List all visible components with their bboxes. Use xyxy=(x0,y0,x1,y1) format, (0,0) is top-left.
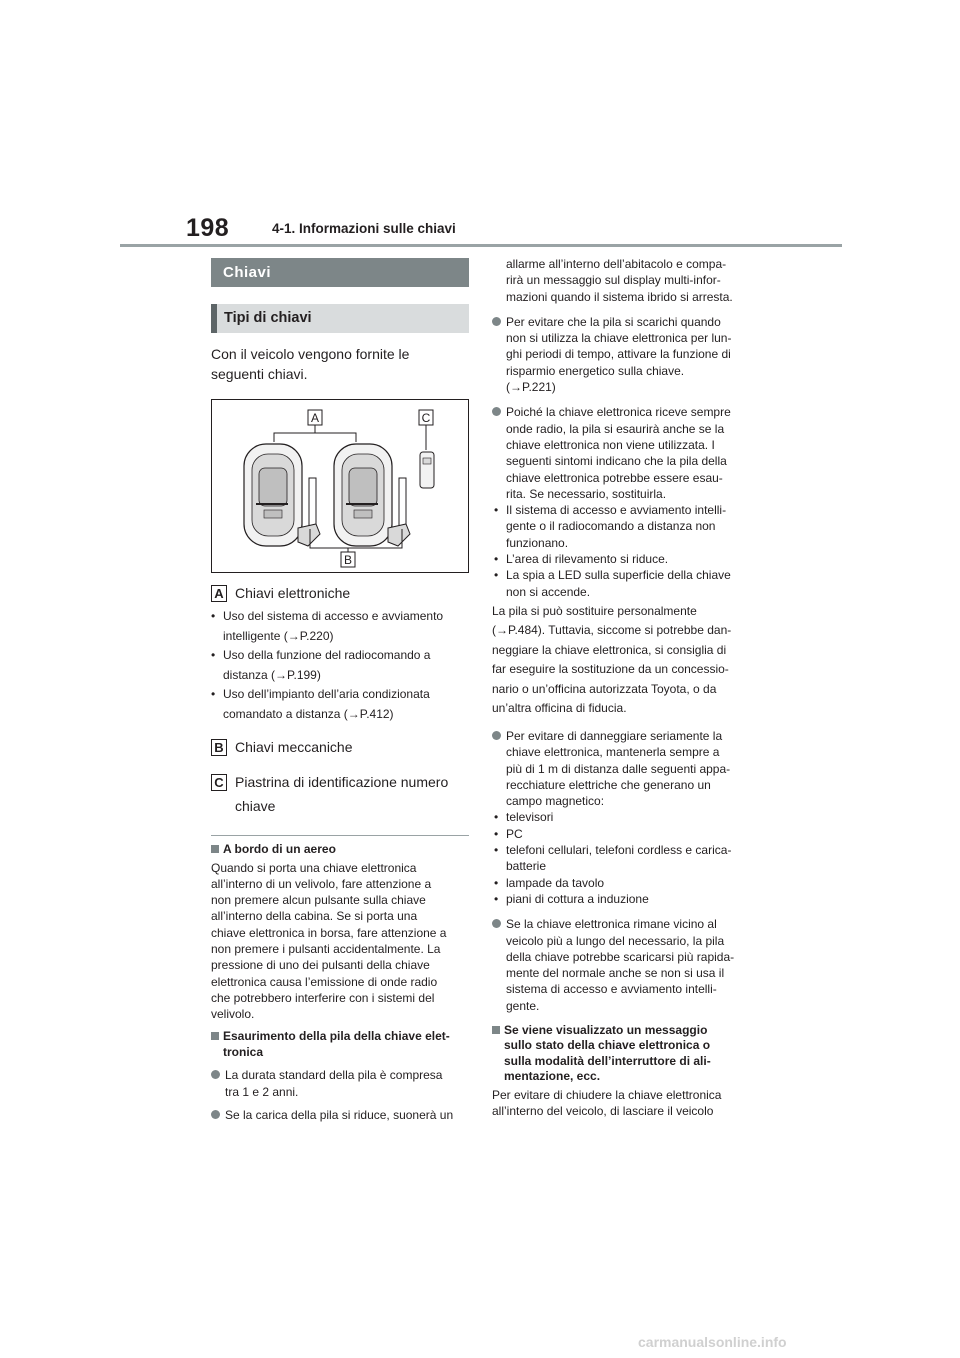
subsection-accent xyxy=(211,304,217,333)
keys-figure xyxy=(211,399,469,573)
text-line: Poiché la chiave elettronica riceve sempre xyxy=(506,405,731,420)
text-line: neggiare la chiave elettronica, si consiglia di xyxy=(492,642,727,657)
note-title-text: mentazione, ecc. xyxy=(504,1069,601,1084)
subsection-title: Tipi di chiavi xyxy=(224,310,312,326)
battery-item-4 xyxy=(492,404,754,502)
list-item-cont: comandato a distanza (→P.412) xyxy=(223,706,394,721)
text-line: ghi periodi di tempo, attivare la funzione di xyxy=(506,347,731,362)
circle-bullet-icon xyxy=(492,407,501,416)
note-title-text: Se viene visualizzato un messaggio xyxy=(504,1022,708,1037)
text-line: campo magnetico: xyxy=(506,794,605,809)
circle-bullet-icon xyxy=(492,919,501,928)
text-line: all’interno di un velivolo, fare attenzione a xyxy=(211,876,432,891)
text-line: chiave elettronica in borsa, fare attenzione a xyxy=(211,925,447,940)
text-line: non premere alcun pulsante sulla chiave xyxy=(211,893,426,908)
list-item: • telefoni cellulari, telefoni cordless e carica- xyxy=(492,842,754,858)
text-line: sistema di accesso e avviamento intelli- xyxy=(506,982,717,997)
legend-letter-a: A xyxy=(211,585,227,602)
text-line: (→P.484). Tuttavia, siccome si potrebbe dan- xyxy=(492,623,732,638)
list-item-cont: distanza (→P.199) xyxy=(223,667,321,682)
watermark: carmanualsonline.info xyxy=(638,1334,787,1350)
text-line: allarme all’interno dell’abitacolo e compa- xyxy=(506,257,727,271)
square-bullet-icon xyxy=(211,1032,219,1040)
text-line: Se la chiave elettronica rimane vicino al xyxy=(506,917,717,932)
text-line: seguenti sintomi indicano che la pila della xyxy=(506,454,727,469)
list-item-cont: non si accende. xyxy=(506,584,591,599)
battery-replacement-paragraph xyxy=(492,602,754,719)
text-line: recchiature elettriche che generano un xyxy=(506,777,711,792)
battery-symptoms-list xyxy=(492,502,754,600)
key-number-plate xyxy=(420,452,434,488)
callout-b-label: B xyxy=(343,553,353,567)
left-column xyxy=(211,258,469,1123)
list-item: • PC xyxy=(492,826,754,842)
legend-item-c xyxy=(211,772,469,816)
header-rule xyxy=(120,244,842,247)
list-item: • Uso della funzione del radiocomando a xyxy=(211,646,469,666)
text-line: all’interno del veicolo, di lasciare il veicolo xyxy=(492,1104,714,1119)
text-line: tra 1 e 2 anni. xyxy=(225,1084,299,1099)
text-line: della chiave potrebbe scaricarsi più rapida- xyxy=(506,949,735,964)
legend-label-c-line: chiave xyxy=(235,798,276,814)
legend-label-a: Chiavi elettroniche xyxy=(235,585,351,601)
text-line: non si utilizza la chiave elettronica per lun- xyxy=(506,331,732,346)
list-item: • lampade da tavolo xyxy=(492,875,754,891)
text-line: chiave elettronica potrebbe essere esau- xyxy=(506,470,723,485)
legend-label-c-line: Piastrina di identificazione numero xyxy=(235,774,449,790)
electronic-key-2 xyxy=(334,444,392,546)
note-message-text xyxy=(492,1087,754,1120)
text-line: che potrebbero interferire con i sistemi del xyxy=(211,990,435,1005)
text-line: risparmio energetico sulla chiave. xyxy=(506,363,685,378)
battery-item-2-continued xyxy=(492,256,754,305)
callout-c-label: C xyxy=(421,411,431,425)
text-line: far eseguire la sostituzione da un concessio- xyxy=(492,662,729,677)
legend-letter-b: B xyxy=(211,739,227,756)
square-bullet-icon xyxy=(211,845,219,853)
text-line: pressione di uno dei pulsanti della chiave xyxy=(211,958,430,973)
note-title-text: A bordo di un aereo xyxy=(223,842,336,856)
text-line: rirà un messaggio sul display multi-infor- xyxy=(506,273,721,288)
keys-illustration xyxy=(212,400,468,572)
list-item: • televisori xyxy=(492,809,754,825)
right-column xyxy=(492,256,754,1120)
list-item: • L’area di rilevamento si riduce. xyxy=(492,551,754,567)
circle-bullet-icon xyxy=(492,731,501,740)
text-line: Per evitare di danneggiare seriamente la xyxy=(506,728,723,743)
callout-a-label: A xyxy=(310,411,320,425)
list-item-cont: intelligente (→P.220) xyxy=(223,628,334,643)
legend-label-b: Chiavi meccaniche xyxy=(235,739,353,755)
page-number: 198 xyxy=(186,214,230,242)
text-line: più di 1 m di distanza dalle seguenti appa- xyxy=(506,761,731,776)
text-line: velivolo. xyxy=(211,1007,255,1022)
circle-bullet-icon xyxy=(492,317,501,326)
electronic-key-1 xyxy=(244,444,302,546)
circle-bullet-icon xyxy=(211,1110,220,1119)
intro-line: seguenti chiavi. xyxy=(211,366,308,382)
text-line: chiave elettronica, mantenerla sempre a xyxy=(506,745,720,760)
text-line: nario o un’officina autorizzata Toyota, o da xyxy=(492,681,717,696)
text-line: (→P.221) xyxy=(506,380,556,395)
text-line: Quando si porta una chiave elettronica xyxy=(211,860,417,875)
text-line: un’altra officina di fiducia. xyxy=(492,701,627,716)
text-line: veicolo più a lungo del necessario, la pila xyxy=(506,933,725,948)
list-item-cont: funzionano. xyxy=(506,535,569,550)
note-airplane-title xyxy=(211,842,469,858)
legend-item-a xyxy=(211,583,469,603)
legend-label-c xyxy=(235,772,448,816)
intro-text xyxy=(211,344,469,384)
note-title-text: Esaurimento della pila della chiave elet- xyxy=(223,1029,450,1044)
text-line: onde radio, la pila si esaurirà anche se la xyxy=(506,421,725,436)
text-line: mente del normale anche se non si usa il xyxy=(506,966,725,981)
note-title-text: tronica xyxy=(223,1044,264,1059)
note-airplane-text xyxy=(211,860,469,1023)
text-line: La pila si può sostituire personalmente xyxy=(492,603,697,618)
text-line: Per evitare che la pila si scarichi quando xyxy=(506,314,721,329)
list-item: • piani di cottura a induzione xyxy=(492,891,754,907)
list-item: • La spia a LED sulla superficie della chiave xyxy=(492,567,754,583)
proximity-item xyxy=(492,916,754,1014)
circle-bullet-icon xyxy=(211,1070,220,1079)
text-line: mazioni quando il sistema ibrido si arresta. xyxy=(506,289,733,304)
text-line: elettronica causa l’emissione di onde radio xyxy=(211,974,438,989)
legend-letter-c: C xyxy=(211,774,227,791)
text-line: Se la carica della pila si riduce, suonerà un xyxy=(225,1108,454,1123)
text-line: gente. xyxy=(506,998,540,1013)
note-battery-title xyxy=(211,1029,469,1060)
magnetic-field-item xyxy=(492,728,754,809)
note-title-text: sulla modalità dell’interruttore di ali- xyxy=(504,1053,711,1068)
section-path: 4-1. Informazioni sulle chiavi xyxy=(272,221,456,236)
text-line: chiave elettronica non viene utilizzata. I xyxy=(506,437,715,452)
square-bullet-icon xyxy=(492,1026,500,1034)
text-line: non premere i pulsanti accidentalmente. La xyxy=(211,941,441,956)
list-item: • Uso del sistema di accesso e avviamento xyxy=(211,607,469,627)
intro-line: Con il veicolo vengono fornite le xyxy=(211,346,410,362)
list-item-cont: gente o il radiocomando a distanza non xyxy=(506,519,716,534)
notes-divider xyxy=(211,835,469,836)
text-line: rita. Se necessario, sostituirla. xyxy=(506,486,667,501)
text-line: all’interno della cabina. Se si porta una xyxy=(211,909,418,924)
text-line: La durata standard della pila è compresa xyxy=(225,1068,443,1083)
note-title-text: sullo stato della chiave elettronica o xyxy=(504,1038,711,1053)
battery-item-3 xyxy=(492,314,754,395)
text-line: Per evitare di chiudere la chiave elettronica xyxy=(492,1087,722,1102)
section-title: Chiavi xyxy=(211,258,469,287)
list-item: • Uso dell’impianto dell’aria condizionata xyxy=(211,685,469,705)
list-item-cont: batterie xyxy=(506,859,547,874)
note-message-title xyxy=(492,1023,754,1085)
list-item: • Il sistema di accesso e avviamento intelli- xyxy=(492,502,754,518)
subsection-bar xyxy=(211,304,469,333)
legend-item-b xyxy=(211,737,469,757)
electronic-key-uses xyxy=(211,607,469,724)
appliances-list xyxy=(492,809,754,907)
battery-item-1 xyxy=(211,1067,469,1100)
battery-item-2 xyxy=(211,1107,469,1123)
